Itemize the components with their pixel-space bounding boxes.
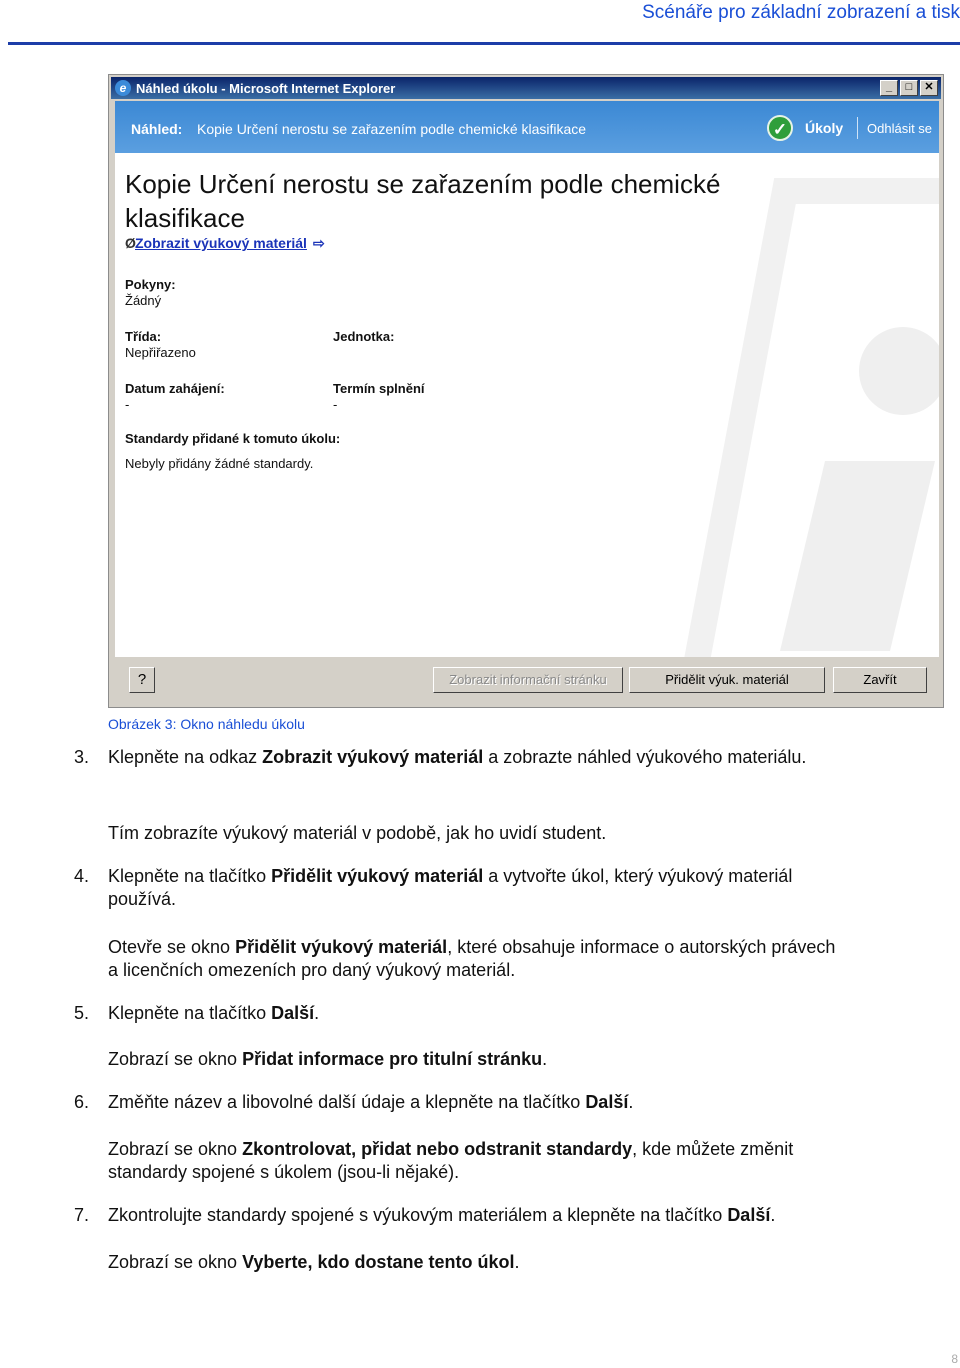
preview-label: Náhled: (131, 121, 183, 137)
step-number: 3. (74, 747, 90, 767)
step-7-text: Zkontrolujte standardy spojené s výukovým materiálem a klepněte na tlačítko Další. (108, 1205, 776, 1225)
logout-link[interactable]: Odhlásit se (867, 121, 933, 136)
minimize-button[interactable]: _ (880, 80, 898, 96)
maximize-button[interactable]: □ (900, 80, 918, 96)
assign-material-button[interactable]: Přidělit výuk. materiál (629, 667, 825, 693)
step-number: 5. (74, 1003, 90, 1023)
unit-label: Jednotka: (333, 329, 395, 344)
info-watermark-icon (635, 171, 939, 657)
view-material-link[interactable] (125, 235, 325, 252)
checkmark-icon: ✓ (767, 115, 793, 141)
step-3-note: Tím zobrazíte výukový materiál v podobě, jak ho uvidí student. (108, 823, 607, 843)
figure-caption: Obrázek 3: Okno náhledu úkolu (108, 716, 305, 732)
step-4-note: Otevře se okno Přidělit výukový materiál, které obsahuje informace o autorských právech a licenčních omezeních pro daný výukový materiál. (108, 937, 836, 980)
class-label: Třída: (125, 329, 162, 344)
step-5-text: Klepněte na tlačítko Další. (108, 1003, 320, 1023)
start-date-label: Datum zahájení: (125, 381, 225, 396)
preview-toolbar (115, 659, 939, 703)
instructions-label: Pokyny: (125, 277, 176, 292)
standards-label: Standardy přidané k tomuto úkolu: (125, 431, 341, 446)
step-4-text: Klepněte na tlačítko Přidělit výukový materiál a vytvořte úkol, který výukový materiál používá. (108, 866, 793, 909)
step-number: 6. (74, 1092, 90, 1112)
start-date-value: - (125, 397, 130, 412)
step-6-text: Změňte název a libovolné další údaje a klepněte na tlačítko Další. (108, 1092, 634, 1112)
close-button[interactable]: Zavřít (833, 667, 927, 693)
step-number: 4. (74, 866, 90, 886)
header-divider (857, 117, 858, 139)
preview-header-bar (115, 101, 939, 153)
view-material-label: Zobrazit výukový materiál (135, 235, 307, 251)
tasks-link[interactable]: Úkoly (805, 120, 844, 136)
ie-icon: e (115, 80, 131, 96)
instructions-value: Žádný (125, 293, 162, 308)
page-header: Scénáře pro základní zobrazení a tisk (642, 2, 960, 23)
page-number: 8 (951, 1352, 958, 1366)
class-value: Nepřiřazeno (125, 345, 196, 360)
close-window-button[interactable]: ✕ (920, 80, 938, 96)
window-title: Náhled úkolu - Microsoft Internet Explorer (136, 80, 396, 96)
window-titlebar[interactable] (111, 77, 941, 99)
step-6-note: Zobrazí se okno Zkontrolovat, přidat nebo odstranit standardy, kde můžete změnit standardy spojené s úkolem (jsou-li nějaké). (108, 1139, 794, 1182)
arrow-right-icon: ⇨ (312, 235, 325, 251)
paperclip-icon: Ø (125, 235, 136, 251)
window-controls (880, 80, 938, 96)
step-number: 7. (74, 1205, 90, 1225)
step-7-note: Zobrazí se okno Vyberte, kdo dostane tento úkol. (108, 1252, 520, 1272)
step-5-note: Zobrazí se okno Přidat informace pro titulní stránku. (108, 1049, 548, 1069)
step-3-text: Klepněte na odkaz Zobrazit výukový materiál a zobrazte náhled výukového materiálu. (108, 747, 807, 767)
task-title: Kopie Určení nerostu se zařazením podle chemické klasifikace (125, 169, 721, 233)
show-info-page-button[interactable]: Zobrazit informační stránku (433, 667, 623, 693)
help-button[interactable]: ? (129, 667, 155, 693)
standards-value: Nebyly přidány žádné standardy. (125, 456, 314, 471)
due-date-label: Termín splnění (333, 381, 425, 396)
preview-content (115, 101, 939, 657)
preview-title: Kopie Určení nerostu se zařazením podle chemické klasifikace (197, 121, 587, 137)
due-date-value: - (333, 397, 338, 412)
ie-window (108, 74, 944, 708)
header-rule (8, 42, 960, 45)
